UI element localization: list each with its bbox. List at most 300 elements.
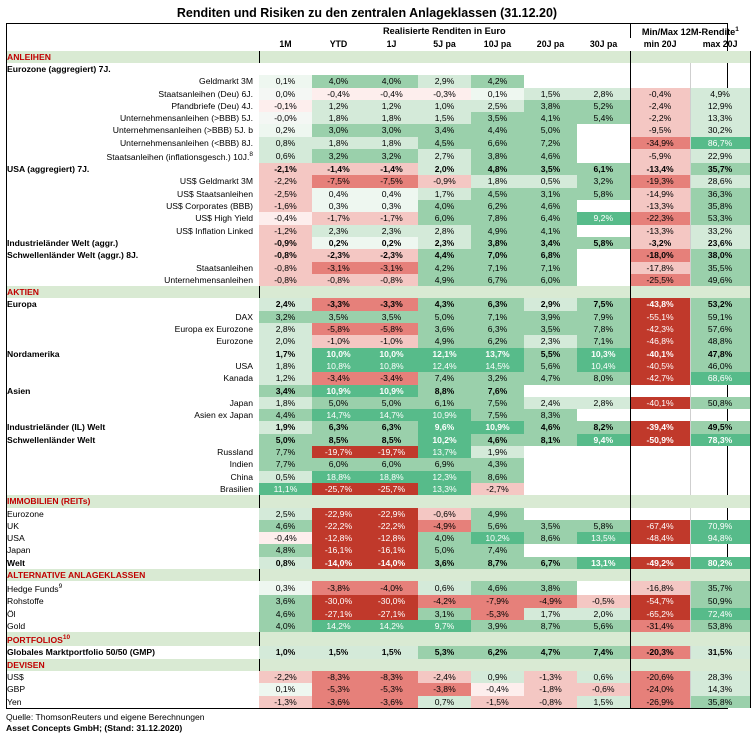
data-cell: 4,3% — [418, 298, 471, 310]
data-cell: 5,0% — [524, 124, 577, 136]
data-cell: -2,5% — [259, 188, 312, 200]
data-cell: 0,2% — [312, 237, 365, 249]
data-cell: -48,4% — [630, 532, 690, 544]
data-cell — [577, 508, 630, 520]
data-cell: 14,5% — [471, 360, 524, 372]
data-cell: -30,0% — [365, 595, 418, 607]
data-cell: -1,0% — [312, 335, 365, 347]
table-row — [7, 446, 750, 458]
category-filler-cell — [365, 51, 418, 63]
data-cell — [690, 483, 750, 495]
header-col-1j: 1J — [386, 39, 397, 50]
page-title: Renditen und Risiken zu den zentralen Anlageklassen (31.12.20) — [176, 6, 558, 20]
data-cell: 46,0% — [690, 360, 750, 372]
row-label: Unternehmensanleihen (>BBB) 5J. b — [112, 125, 253, 136]
data-cell: 6,3% — [471, 298, 524, 310]
data-cell: 4,1% — [524, 225, 577, 237]
data-cell: 5,6% — [577, 620, 630, 632]
data-cell: 0,0% — [259, 88, 312, 100]
data-cell: 3,4% — [418, 124, 471, 136]
data-cell: -54,7% — [630, 595, 690, 607]
table-row — [7, 200, 750, 212]
table-row — [7, 274, 750, 286]
data-cell: 0,6% — [259, 149, 312, 163]
table-row — [7, 483, 750, 495]
data-cell: 7,9% — [577, 311, 630, 323]
data-cell: 49,6% — [690, 274, 750, 286]
data-cell: 7,0% — [471, 249, 524, 261]
table-row — [7, 397, 750, 409]
data-cell — [690, 446, 750, 458]
data-cell: 9,4% — [577, 434, 630, 446]
row-label: US$ High Yield — [195, 213, 253, 224]
data-cell: -55,1% — [630, 311, 690, 323]
table-row — [7, 360, 750, 372]
data-cell: -14,9% — [630, 188, 690, 200]
data-cell — [259, 63, 312, 75]
data-cell: -42,3% — [630, 323, 690, 335]
data-cell: -3,1% — [312, 262, 365, 274]
table-row — [7, 237, 750, 249]
data-cell: 10,9% — [471, 421, 524, 433]
data-cell: 5,8% — [577, 520, 630, 532]
data-cell: 5,0% — [365, 397, 418, 409]
data-cell: 47,8% — [690, 348, 750, 360]
table-row — [7, 262, 750, 274]
category-filler-cell — [690, 659, 750, 671]
category-filler-cell — [471, 632, 524, 646]
footer-company: Asset Concepts GmbH; (Stand: 31.12.2020) — [6, 722, 183, 733]
table-header — [7, 24, 750, 51]
data-cell: -1,6% — [259, 200, 312, 212]
data-cell: -31,4% — [630, 620, 690, 632]
data-cell: 6,0% — [312, 458, 365, 470]
category-filler-cell — [365, 495, 418, 507]
data-cell: 4,0% — [418, 532, 471, 544]
row-label: Europa ex Eurozone — [174, 324, 253, 335]
data-cell: 14,2% — [312, 620, 365, 632]
data-cell: 6,3% — [365, 421, 418, 433]
header-group-left: Realisierte Renditen in Euro — [383, 26, 506, 37]
data-cell: 3,2% — [471, 372, 524, 384]
data-cell — [630, 483, 690, 495]
category-filler-cell — [630, 632, 690, 646]
data-cell: 5,8% — [577, 237, 630, 249]
category-filler-cell — [418, 495, 471, 507]
category-filler-cell — [312, 659, 365, 671]
data-cell: -13,3% — [630, 225, 690, 237]
data-cell: 8,5% — [365, 434, 418, 446]
data-cell — [577, 274, 630, 286]
data-cell: 7,1% — [471, 262, 524, 274]
data-cell: 53,8% — [690, 620, 750, 632]
data-cell: 53,3% — [690, 212, 750, 224]
data-cell: 3,4% — [259, 385, 312, 397]
data-cell: -2,3% — [365, 249, 418, 261]
category-row — [7, 51, 750, 63]
table-row — [7, 581, 750, 595]
data-cell: 4,2% — [418, 262, 471, 274]
data-cell — [577, 75, 630, 87]
header-col-10jpa: 10J pa — [483, 39, 512, 50]
data-cell: -4,9% — [524, 595, 577, 607]
data-cell — [577, 225, 630, 237]
data-cell: 10,0% — [365, 348, 418, 360]
category-filler-cell — [312, 569, 365, 581]
table-row — [7, 683, 750, 695]
category-filler-cell — [471, 51, 524, 63]
data-cell: -3,4% — [365, 372, 418, 384]
data-cell: 6,7% — [524, 557, 577, 569]
category-filler-cell — [630, 659, 690, 671]
data-cell: 48,8% — [690, 335, 750, 347]
data-cell: -1,0% — [365, 335, 418, 347]
table-row — [7, 671, 750, 683]
data-cell: 4,0% — [312, 75, 365, 87]
header-sub-row — [7, 38, 750, 50]
row-label: Industrieländer Welt (aggr.) — [7, 237, 119, 248]
data-cell: 1,0% — [418, 100, 471, 112]
data-cell: 2,8% — [418, 225, 471, 237]
data-cell: 4,0% — [418, 200, 471, 212]
category-row — [7, 632, 750, 646]
data-cell: -0,4% — [471, 683, 524, 695]
data-cell: 7,7% — [259, 446, 312, 458]
category-row — [7, 659, 750, 671]
header-col-max20j: max 20J — [702, 39, 738, 50]
data-cell: 3,8% — [524, 581, 577, 595]
data-cell — [524, 446, 577, 458]
data-cell: 1,5% — [365, 646, 418, 658]
data-cell: 4,3% — [471, 458, 524, 470]
data-cell — [690, 75, 750, 87]
data-cell: -0,5% — [577, 595, 630, 607]
data-cell: 10,2% — [471, 532, 524, 544]
data-cell: 4,7% — [524, 646, 577, 658]
data-cell: -1,5% — [471, 696, 524, 708]
data-cell: -39,4% — [630, 421, 690, 433]
data-cell — [630, 75, 690, 87]
table-row — [7, 137, 750, 149]
row-label: Schwellenländer Welt — [7, 434, 96, 445]
data-cell: -50,9% — [630, 434, 690, 446]
row-label: US$ Corporates (BBB) — [166, 201, 253, 212]
data-cell: -13,3% — [630, 200, 690, 212]
category-filler-cell — [259, 286, 312, 298]
category-filler-cell — [259, 659, 312, 671]
header-group-right — [630, 24, 750, 38]
data-cell: 4,4% — [259, 409, 312, 421]
table-row — [7, 532, 750, 544]
data-cell: 9,6% — [418, 421, 471, 433]
data-cell: 6,1% — [577, 163, 630, 175]
data-cell: 50,8% — [690, 397, 750, 409]
data-cell: 10,9% — [365, 385, 418, 397]
row-label: Russland — [217, 447, 253, 458]
row-label: Unternehmensanleihen (<BBB) 8J. — [119, 137, 253, 148]
category-filler-cell — [630, 286, 690, 298]
data-cell: 6,6% — [471, 137, 524, 149]
data-cell: 10,3% — [577, 348, 630, 360]
data-cell: 4,9% — [471, 508, 524, 520]
data-cell: 0,6% — [577, 671, 630, 683]
data-cell: -27,1% — [312, 608, 365, 620]
data-cell: 2,8% — [577, 397, 630, 409]
data-cell: -16,1% — [365, 544, 418, 556]
data-cell: -40,5% — [630, 360, 690, 372]
data-cell: 4,6% — [524, 200, 577, 212]
data-cell: 3,5% — [524, 323, 577, 335]
table-row — [7, 175, 750, 187]
header-col-20jpa: 20J pa — [536, 39, 565, 50]
data-cell: 6,3% — [471, 323, 524, 335]
data-cell: -22,3% — [630, 212, 690, 224]
data-cell: 2,7% — [418, 149, 471, 163]
data-cell: 2,0% — [418, 163, 471, 175]
data-cell: 80,2% — [690, 557, 750, 569]
data-cell — [577, 544, 630, 556]
data-cell: -12,8% — [312, 532, 365, 544]
data-cell: -3,4% — [312, 372, 365, 384]
table-row — [7, 311, 750, 323]
table-row — [7, 471, 750, 483]
row-label: UK — [7, 520, 19, 531]
data-cell: 13,1% — [577, 557, 630, 569]
data-cell: 3,1% — [418, 608, 471, 620]
data-cell: -1,4% — [365, 163, 418, 175]
table-row — [7, 458, 750, 470]
data-cell: 14,3% — [690, 683, 750, 695]
category-filler-cell — [577, 569, 630, 581]
data-cell: 1,7% — [418, 188, 471, 200]
data-cell: 35,5% — [690, 262, 750, 274]
category-filler-cell — [312, 632, 365, 646]
data-cell: 0,8% — [259, 557, 312, 569]
data-cell: 5,0% — [312, 397, 365, 409]
data-cell: 7,1% — [471, 311, 524, 323]
table-row — [7, 75, 750, 87]
data-cell: 10,2% — [418, 434, 471, 446]
category-filler-cell — [630, 569, 690, 581]
category-filler-cell — [259, 569, 312, 581]
data-cell: 8,1% — [524, 434, 577, 446]
data-cell: 28,6% — [690, 175, 750, 187]
table-row — [7, 100, 750, 112]
category-filler-cell — [259, 51, 312, 63]
row-label: Kanada — [223, 373, 253, 384]
data-cell: -17,8% — [630, 262, 690, 274]
data-cell: -5,3% — [471, 608, 524, 620]
table-row — [7, 409, 750, 421]
data-cell: -2,2% — [259, 175, 312, 187]
data-cell: -4,0% — [365, 581, 418, 595]
category-filler-cell — [577, 51, 630, 63]
data-cell: -67,4% — [630, 520, 690, 532]
row-label: Japan — [229, 397, 253, 408]
row-label: US$ Geldmarkt 3M — [179, 176, 253, 187]
data-cell: 4,2% — [471, 75, 524, 87]
data-cell: 2,5% — [259, 508, 312, 520]
data-cell: -5,9% — [630, 149, 690, 163]
category-label: IMMOBILIEN (REITs) — [7, 495, 259, 507]
data-cell: 1,8% — [471, 175, 524, 187]
data-cell: 31,5% — [690, 646, 750, 658]
data-cell: -0,8% — [365, 274, 418, 286]
row-label: Yen — [7, 696, 22, 707]
data-cell: 3,2% — [365, 149, 418, 163]
data-cell: -7,9% — [471, 595, 524, 607]
category-filler-cell — [259, 632, 312, 646]
data-cell: -19,7% — [365, 446, 418, 458]
data-cell — [577, 149, 630, 163]
data-cell — [690, 508, 750, 520]
row-label: Asien ex Japan — [194, 410, 253, 421]
category-filler-cell — [630, 495, 690, 507]
data-cell: 6,0% — [524, 274, 577, 286]
row-label: Welt — [7, 557, 25, 568]
data-cell: 0,3% — [312, 200, 365, 212]
data-cell: 3,9% — [471, 620, 524, 632]
data-cell: 10,4% — [577, 360, 630, 372]
data-cell: -25,5% — [630, 274, 690, 286]
data-cell: 11,1% — [259, 483, 312, 495]
data-cell: 0,1% — [471, 88, 524, 100]
data-cell: 38,0% — [690, 249, 750, 261]
header-group-right-label: Min/Max 12M-Rendite — [641, 27, 736, 38]
data-cell — [524, 483, 577, 495]
data-cell: 5,5% — [524, 348, 577, 360]
data-cell: 0,7% — [418, 696, 471, 708]
data-cell: 6,1% — [418, 397, 471, 409]
row-label: Europa — [7, 299, 37, 310]
data-cell: 13,3% — [690, 112, 750, 124]
data-cell: -22,9% — [365, 508, 418, 520]
data-cell: 5,0% — [418, 311, 471, 323]
data-cell: 3,5% — [365, 311, 418, 323]
row-label: China — [230, 471, 253, 482]
table-row — [7, 434, 750, 446]
data-cell: 3,6% — [418, 557, 471, 569]
data-cell: -5,3% — [312, 683, 365, 695]
data-cell: 4,6% — [259, 608, 312, 620]
data-cell: 1,5% — [418, 112, 471, 124]
table-row — [7, 372, 750, 384]
data-cell: 7,6% — [471, 385, 524, 397]
category-filler-cell — [312, 286, 365, 298]
category-filler-cell — [524, 51, 577, 63]
table-row — [7, 595, 750, 607]
data-cell: -46,8% — [630, 335, 690, 347]
data-cell: -2,3% — [312, 249, 365, 261]
category-filler-cell — [471, 659, 524, 671]
table-row — [7, 298, 750, 310]
data-cell — [630, 508, 690, 520]
category-filler-cell — [471, 495, 524, 507]
data-cell: 5,4% — [577, 112, 630, 124]
data-cell — [418, 63, 471, 75]
data-cell: -1,4% — [312, 163, 365, 175]
data-cell: 8,5% — [312, 434, 365, 446]
category-filler-cell — [418, 659, 471, 671]
data-cell: 3,5% — [471, 112, 524, 124]
row-label-sup: 8 — [249, 151, 253, 159]
data-cell: 4,9% — [690, 88, 750, 100]
data-cell: 0,2% — [259, 124, 312, 136]
footer-source: Quelle: ThomsonReuters und eigene Berechnungen — [6, 711, 205, 722]
data-cell: -3,8% — [312, 581, 365, 595]
row-label: US$ — [7, 672, 24, 683]
data-cell: 13,3% — [418, 483, 471, 495]
data-cell: 6,4% — [524, 212, 577, 224]
data-cell: 10,9% — [418, 409, 471, 421]
data-cell: -22,2% — [312, 520, 365, 532]
header-col-5jpa: 5J pa — [433, 39, 456, 50]
table-row — [7, 348, 750, 360]
data-cell: 6,7% — [471, 274, 524, 286]
data-cell: -0,8% — [259, 262, 312, 274]
table-row — [7, 163, 750, 175]
data-cell — [630, 446, 690, 458]
data-cell: -0,8% — [259, 274, 312, 286]
data-cell: 7,7% — [259, 458, 312, 470]
row-label: Indien — [229, 459, 253, 470]
row-label: US$ Staatsanleihen — [177, 188, 253, 199]
data-cell: 5,2% — [577, 100, 630, 112]
data-cell: 1,9% — [259, 421, 312, 433]
data-cell: 1,7% — [524, 608, 577, 620]
data-cell: -0,4% — [365, 88, 418, 100]
data-cell: 30,2% — [690, 124, 750, 136]
data-cell: 2,3% — [312, 225, 365, 237]
data-cell: 0,4% — [365, 188, 418, 200]
row-label: Öl — [7, 608, 16, 619]
table-row — [7, 88, 750, 100]
table-container — [6, 23, 739, 709]
data-cell: -5,8% — [312, 323, 365, 335]
data-cell: 18,8% — [312, 471, 365, 483]
table-row — [7, 421, 750, 433]
category-filler-cell — [418, 51, 471, 63]
data-cell — [577, 483, 630, 495]
row-label: Globales Marktportfolio 50/50 (GMP) — [7, 647, 156, 658]
category-filler-cell — [365, 659, 418, 671]
data-cell: -0,8% — [312, 274, 365, 286]
data-cell: 0,5% — [524, 175, 577, 187]
data-cell: 4,5% — [471, 188, 524, 200]
data-cell — [630, 471, 690, 483]
data-cell: 3,2% — [259, 311, 312, 323]
data-cell — [524, 508, 577, 520]
data-cell: 0,1% — [259, 683, 312, 695]
data-cell: 2,0% — [259, 335, 312, 347]
data-cell: -40,1% — [630, 348, 690, 360]
category-filler-cell — [365, 286, 418, 298]
data-cell — [577, 471, 630, 483]
data-cell: 1,2% — [312, 100, 365, 112]
header-group-right-sup: 1 — [735, 26, 739, 33]
data-cell: 0,2% — [365, 237, 418, 249]
table-row — [7, 323, 750, 335]
data-cell: -25,7% — [365, 483, 418, 495]
data-cell: 7,5% — [577, 298, 630, 310]
data-cell: 13,7% — [418, 446, 471, 458]
data-cell: -27,1% — [365, 608, 418, 620]
data-cell: 0,3% — [259, 581, 312, 595]
data-cell: 4,8% — [259, 544, 312, 556]
table-row — [7, 63, 750, 75]
header-col-min20j: min 20J — [643, 39, 677, 50]
footer — [6, 712, 728, 733]
